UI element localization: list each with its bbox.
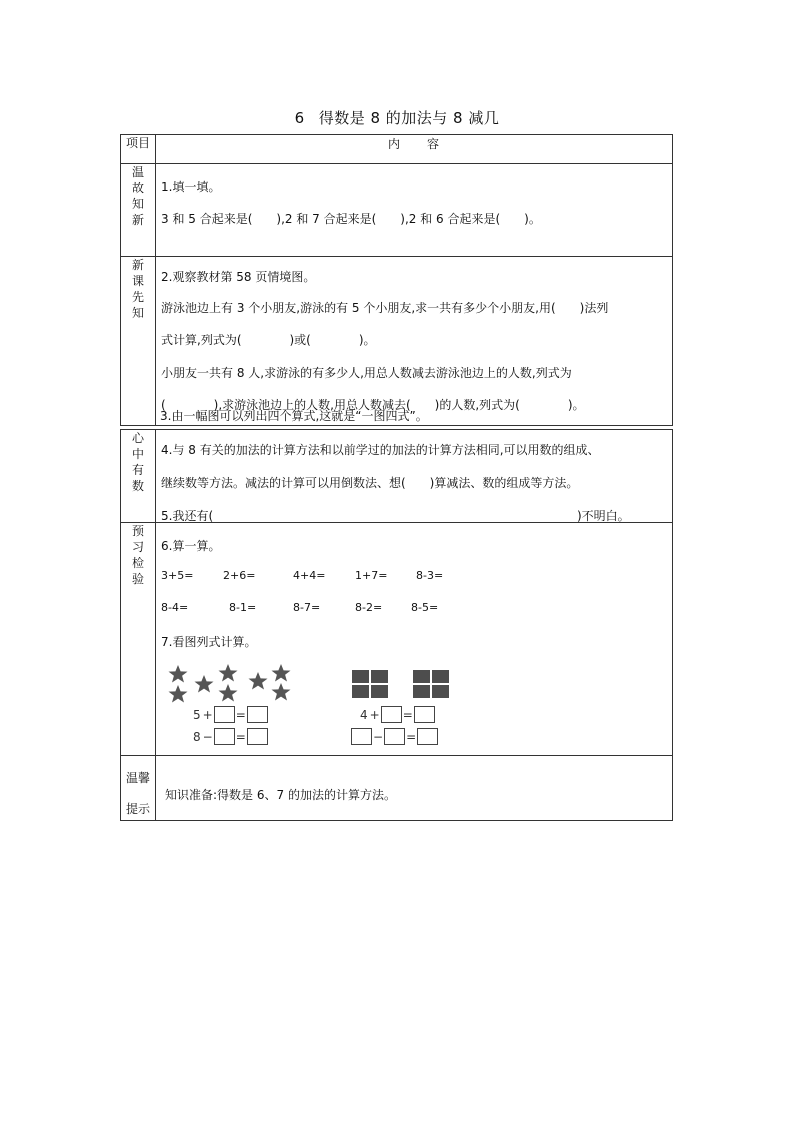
check-label: 预 习 检 验 <box>121 523 156 756</box>
question-1-blanks: 3 和 5 合起来是( ),2 和 7 合起来是( ),2 和 6 合起来是( )。 <box>161 212 541 226</box>
star-icon <box>169 665 188 683</box>
star-icon <box>272 664 291 682</box>
star-icon <box>219 684 238 702</box>
section-mind <box>121 430 673 523</box>
plus-sign: + <box>202 707 213 722</box>
question-2-title: 2.观察教材第 58 页情境图。 <box>161 270 316 284</box>
square-icon <box>432 670 449 683</box>
star-icon <box>169 685 188 703</box>
answer-box[interactable] <box>351 728 372 745</box>
star-icon <box>195 675 214 693</box>
review-label: 温 故 知 新 <box>121 164 156 257</box>
calc-a-4: 1+7= <box>355 569 388 582</box>
question-7-title: 7.看图列式计算。 <box>161 635 257 649</box>
calc-a-3: 4+4= <box>293 569 326 582</box>
question-3: 3.由一幅图可以列出四个算式,这就是“一图四式”。 <box>160 409 428 423</box>
section-tip <box>121 756 673 821</box>
lesson-number: 6 <box>294 109 305 127</box>
square-icon <box>371 685 388 698</box>
squares-picture <box>352 670 452 704</box>
mind-content <box>156 430 673 523</box>
answer-box[interactable] <box>384 728 405 745</box>
tip-label-bottom: 提示 <box>125 802 150 816</box>
calc-b-5: 8-5= <box>411 601 439 614</box>
equals-sign: = <box>406 729 417 744</box>
header-item-label: 项目 <box>121 135 156 164</box>
question-4-line-1: 4.与 8 有关的加法的计算方法和以前学过的加法的计算方法相同,可以用数的组成、 <box>161 443 600 457</box>
question-2-line-1: 游泳池边上有 3 个小朋友,游泳的有 5 个小朋友,求一共有多少个小朋友,用( )法列 <box>161 301 609 315</box>
minus-sign: − <box>202 729 213 744</box>
stars-picture <box>168 664 308 704</box>
worksheet-table <box>120 134 673 426</box>
square-icon <box>413 685 430 698</box>
answer-box[interactable] <box>247 706 268 723</box>
star-icon <box>219 664 238 682</box>
calc-b-1: 8-4= <box>161 601 189 614</box>
squares-equation-1 <box>359 706 435 723</box>
equals-sign: = <box>402 707 413 722</box>
square-icon <box>371 670 388 683</box>
tip-label <box>121 756 156 821</box>
question-2-line-2: 式计算,列式为( )或( )。 <box>161 333 376 347</box>
stars-equation-1 <box>192 706 268 723</box>
equals-sign: = <box>235 729 246 744</box>
star-icon <box>249 672 268 690</box>
answer-box[interactable] <box>214 728 235 745</box>
preview-label: 新 课 先 知 <box>121 257 156 426</box>
header-content-label: 内 容 <box>156 135 673 164</box>
lesson-title: 得数是 8 的加法与 8 减几 <box>318 109 500 127</box>
calc-a-1: 3+5= <box>161 569 194 582</box>
answer-box[interactable] <box>414 706 435 723</box>
square-icon <box>432 685 449 698</box>
calc-b-2: 8-1= <box>229 601 257 614</box>
preview-content <box>156 257 673 426</box>
header-row <box>121 135 673 164</box>
answer-box[interactable] <box>214 706 235 723</box>
page-title <box>0 107 794 128</box>
calc-b-3: 8-7= <box>293 601 321 614</box>
equation-number: 5 <box>193 707 201 722</box>
question-2-line-4: ( ),求游泳池边上的人数,用总人数减去( )的人数,列式为( )。 <box>161 398 585 412</box>
answer-box[interactable] <box>247 728 268 745</box>
equation-number: 4 <box>360 707 368 722</box>
square-icon <box>352 670 369 683</box>
question-4-line-2: 继续数等方法。减法的计算可以用倒数法、想( )算减法、数的组成等方法。 <box>161 476 579 490</box>
tip-label-top: 温馨 <box>125 771 150 785</box>
minus-sign: − <box>373 729 384 744</box>
squares-equation-2 <box>351 728 438 745</box>
equals-sign: = <box>235 707 246 722</box>
equation-number: 8 <box>193 729 201 744</box>
calc-b-4: 8-2= <box>355 601 383 614</box>
question-2-line-3: 小朋友一共有 8 人,求游泳的有多少人,用总人数减去游泳池边上的人数,列式为 <box>161 366 572 380</box>
worksheet-table-lower <box>120 429 673 821</box>
stars-equation-2 <box>192 728 268 745</box>
question-6-title: 6.算一算。 <box>161 539 221 553</box>
star-icon <box>272 683 291 701</box>
plus-sign: + <box>369 707 380 722</box>
calc-a-5: 8-3= <box>416 569 444 582</box>
mind-label: 心 中 有 数 <box>121 430 156 523</box>
review-content <box>156 164 673 257</box>
question-5-suffix: )不明白。 <box>577 509 630 523</box>
section-preview <box>121 257 673 426</box>
tip-content <box>156 756 673 821</box>
section-review <box>121 164 673 257</box>
question-5-prefix: 5.我还有( <box>161 509 214 523</box>
question-1-title: 1.填一填。 <box>161 180 221 194</box>
answer-box[interactable] <box>417 728 438 745</box>
check-content <box>156 523 673 756</box>
calc-a-2: 2+6= <box>223 569 256 582</box>
section-check <box>121 523 673 756</box>
square-icon <box>413 670 430 683</box>
answer-box[interactable] <box>381 706 402 723</box>
square-icon <box>352 685 369 698</box>
tip-text: 知识准备:得数是 6、7 的加法的计算方法。 <box>165 788 396 802</box>
